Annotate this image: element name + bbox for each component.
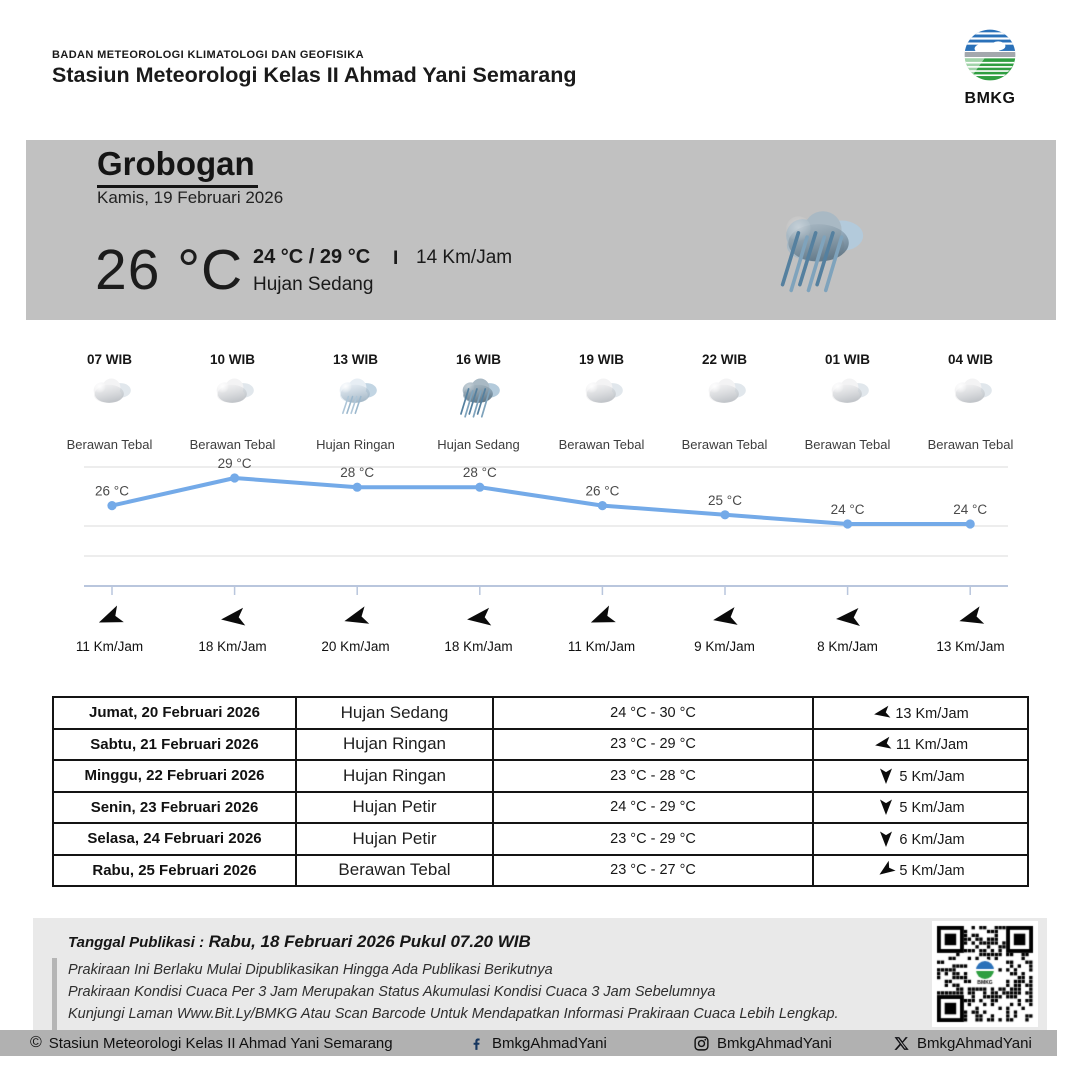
hourly-condition: Berawan Tebal: [66, 437, 153, 452]
daily-condition: Hujan Petir: [296, 792, 493, 824]
daily-wind: [813, 855, 1028, 887]
table-row: [53, 760, 1028, 792]
wind-speed-label: 11 Km/Jam: [567, 639, 636, 654]
hourly-condition: Berawan Tebal: [804, 437, 891, 452]
wind-direction-icon: [872, 706, 895, 722]
bmkg-logo: [950, 26, 1030, 108]
wind-speed-label: 9 Km/Jam: [694, 639, 755, 654]
wind-direction-icon: [909, 603, 1032, 638]
hourly-column: [48, 352, 171, 452]
separator: I: [393, 248, 399, 269]
footer-divider-bar: [52, 958, 57, 1030]
hourly-column: [294, 352, 417, 452]
social-facebook[interactable]: [468, 1030, 607, 1056]
wind-column: [171, 603, 294, 654]
berawan-tebal-icon: [909, 375, 1032, 433]
hourly-condition: Hujan Sedang: [437, 437, 520, 452]
daily-wind: [813, 792, 1028, 824]
instagram-icon: [693, 1035, 710, 1052]
daily-condition: Berawan Tebal: [296, 855, 493, 887]
daily-date: Minggu, 22 Februari 2026: [53, 760, 296, 792]
wind-direction-icon: [786, 603, 909, 638]
daily-wind-speed: 5 Km/Jam: [899, 800, 965, 817]
daily-date: Rabu, 25 Februari 2026: [53, 855, 296, 887]
hourly-time: 07 WIB: [86, 352, 132, 367]
hourly-time: 22 WIB: [701, 352, 747, 367]
current-wind-speed: 14 Km/Jam: [416, 247, 513, 268]
hourly-time: 13 WIB: [332, 352, 378, 367]
location-title: Grobogan: [97, 145, 258, 188]
hourly-column: [909, 352, 1032, 452]
hourly-time: 10 WIB: [209, 352, 255, 367]
daily-condition: Hujan Petir: [296, 823, 493, 855]
banner-date: Kamis, 19 Februari 2026: [97, 188, 284, 207]
daily-wind: [813, 729, 1028, 761]
daily-temp-range: 24 °C - 29 °C: [493, 792, 813, 824]
daily-wind: [813, 760, 1028, 792]
berawan-tebal-icon: [663, 375, 786, 433]
wind-direction-icon: [171, 603, 294, 638]
daily-temp-range: 23 °C - 27 °C: [493, 855, 813, 887]
hourly-column: [417, 352, 540, 452]
daily-condition: Hujan Ringan: [296, 760, 493, 792]
daily-wind: [813, 823, 1028, 855]
wind-direction-icon: [876, 832, 899, 848]
social-handle: BmkgAhmadYani: [717, 1034, 832, 1052]
wind-direction-icon: [876, 800, 899, 816]
hourly-time: 01 WIB: [824, 352, 870, 367]
wind-direction-icon: [876, 863, 899, 879]
hourly-column: [663, 352, 786, 452]
copyright-icon: ©: [30, 1034, 42, 1051]
daily-temp-range: 24 °C - 30 °C: [493, 697, 813, 729]
qr-code: [932, 921, 1038, 1027]
table-row: [53, 823, 1028, 855]
hourly-condition: Berawan Tebal: [927, 437, 1014, 452]
bmkg-logo-icon: [961, 71, 1019, 88]
wind-column: [417, 603, 540, 654]
hourly-column: [786, 352, 909, 452]
hourly-time: 04 WIB: [947, 352, 993, 367]
temperature-range: 24 °C / 29 °C: [253, 246, 371, 268]
wind-speed-label: 18 Km/Jam: [444, 639, 513, 654]
daily-temp-range: 23 °C - 29 °C: [493, 729, 813, 761]
copyright: [30, 1030, 393, 1056]
copyright-text: Stasiun Meteorologi Kelas II Ahmad Yani Semarang: [48, 1034, 393, 1052]
hujan-sedang-icon: [768, 204, 872, 304]
daily-wind-speed: 13 Km/Jam: [895, 705, 969, 722]
daily-date: Jumat, 20 Februari 2026: [53, 697, 296, 729]
wind-column: [294, 603, 417, 654]
svg-text:26 °C: 26 °C: [95, 483, 129, 499]
wind-column: [786, 603, 909, 654]
daily-condition: Hujan Ringan: [296, 729, 493, 761]
berawan-tebal-icon: [786, 375, 909, 433]
daily-condition: Hujan Sedang: [296, 697, 493, 729]
hourly-condition: Berawan Tebal: [558, 437, 645, 452]
daily-wind-speed: 6 Km/Jam: [899, 831, 965, 848]
svg-text:29 °C: 29 °C: [217, 456, 252, 471]
svg-text:25 °C: 25 °C: [708, 492, 742, 508]
publication-label: Tanggal Publikasi :: [68, 934, 205, 951]
hourly-wind-row: [48, 603, 1032, 654]
hourly-column: [540, 352, 663, 452]
wind-column: [48, 603, 171, 654]
social-x[interactable]: [893, 1030, 1032, 1056]
wind-direction-icon: [540, 603, 663, 638]
wind-direction-icon: [48, 603, 171, 638]
bottom-bar: [0, 1030, 1057, 1056]
footer-panel: [33, 918, 1047, 1030]
facebook-icon: [468, 1035, 485, 1052]
wind-direction-icon: [663, 603, 786, 638]
wind-direction-icon: [876, 769, 899, 785]
table-row: [53, 855, 1028, 887]
wind-column: [663, 603, 786, 654]
wind-direction-icon: [873, 737, 896, 753]
daily-date: Selasa, 24 Februari 2026: [53, 823, 296, 855]
hourly-condition: Berawan Tebal: [189, 437, 276, 452]
publication-value: Rabu, 18 Februari 2026 Pukul 07.20 WIB: [208, 932, 531, 951]
berawan-tebal-icon: [171, 375, 294, 433]
daily-wind-speed: 5 Km/Jam: [899, 863, 965, 880]
wind-speed-label: 18 Km/Jam: [198, 639, 267, 654]
wind-speed-label: 13 Km/Jam: [936, 639, 1005, 654]
daily-temp-range: 23 °C - 28 °C: [493, 760, 813, 792]
footer-note: Kunjungi Laman Www.Bit.Ly/BMKG Atau Scan Barcode Untuk Mendapatkan Informasi Prakiraan Cuaca Lebih Lengkap.: [68, 1006, 839, 1022]
agency-name: BADAN METEOROLOGI KLIMATOLOGI DAN GEOFISIKA: [52, 49, 364, 61]
current-temperature: 26 °C: [95, 238, 244, 302]
footer-note: Prakiraan Ini Berlaku Mulai Dipublikasikan Hingga Ada Publikasi Berikutnya: [68, 962, 553, 978]
wind-speed-label: 20 Km/Jam: [321, 639, 390, 654]
current-weather-banner: [26, 140, 1056, 320]
hourly-time: 16 WIB: [455, 352, 501, 367]
berawan-tebal-icon: [540, 375, 663, 433]
table-row: [53, 792, 1028, 824]
wind-speed-label: 11 Km/Jam: [75, 639, 144, 654]
svg-text:28 °C: 28 °C: [462, 465, 497, 481]
daily-forecast-table: [52, 696, 1029, 887]
table-row: [53, 729, 1028, 761]
social-instagram[interactable]: [693, 1030, 832, 1056]
hourly-time: 19 WIB: [578, 352, 624, 367]
svg-text:26 °C: 26 °C: [585, 483, 620, 499]
wind-direction-icon: [294, 603, 417, 638]
daily-temp-range: 23 °C - 29 °C: [493, 823, 813, 855]
wind-column: [540, 603, 663, 654]
table-row: [53, 697, 1028, 729]
svg-text:24 °C: 24 °C: [830, 502, 865, 517]
hourly-forecast-row: [48, 352, 1032, 452]
social-handle: BmkgAhmadYani: [917, 1034, 1032, 1052]
svg-text:24 °C: 24 °C: [953, 502, 988, 517]
daily-date: Senin, 23 Februari 2026: [53, 792, 296, 824]
daily-wind-speed: 11 Km/Jam: [895, 737, 969, 754]
wind-direction-icon: [417, 603, 540, 638]
publication-date: [68, 932, 531, 952]
temperature-chart: [0, 455, 1080, 605]
x-icon: [893, 1035, 910, 1052]
daily-date: Sabtu, 21 Februari 2026: [53, 729, 296, 761]
hourly-column: [171, 352, 294, 452]
hourly-condition: Hujan Ringan: [316, 437, 395, 452]
current-condition: Hujan Sedang: [253, 274, 374, 295]
wind-speed-label: 8 Km/Jam: [817, 639, 878, 654]
social-handle: BmkgAhmadYani: [492, 1034, 607, 1052]
station-name: Stasiun Meteorologi Kelas II Ahmad Yani Semarang: [52, 63, 577, 87]
hujan-sedang-icon: [417, 375, 540, 433]
bmkg-logo-text: BMKG: [964, 90, 1016, 107]
hujan-ringan-icon: [294, 375, 417, 433]
footer-note: Prakiraan Kondisi Cuaca Per 3 Jam Merupakan Status Akumulasi Kondisi Cuaca 3 Jam Sebelumnya: [68, 984, 716, 1000]
daily-wind: [813, 697, 1028, 729]
daily-wind-speed: 5 Km/Jam: [899, 768, 965, 785]
berawan-tebal-icon: [48, 375, 171, 433]
wind-column: [909, 603, 1032, 654]
svg-text:28 °C: 28 °C: [340, 465, 375, 481]
hourly-condition: Berawan Tebal: [681, 437, 768, 452]
